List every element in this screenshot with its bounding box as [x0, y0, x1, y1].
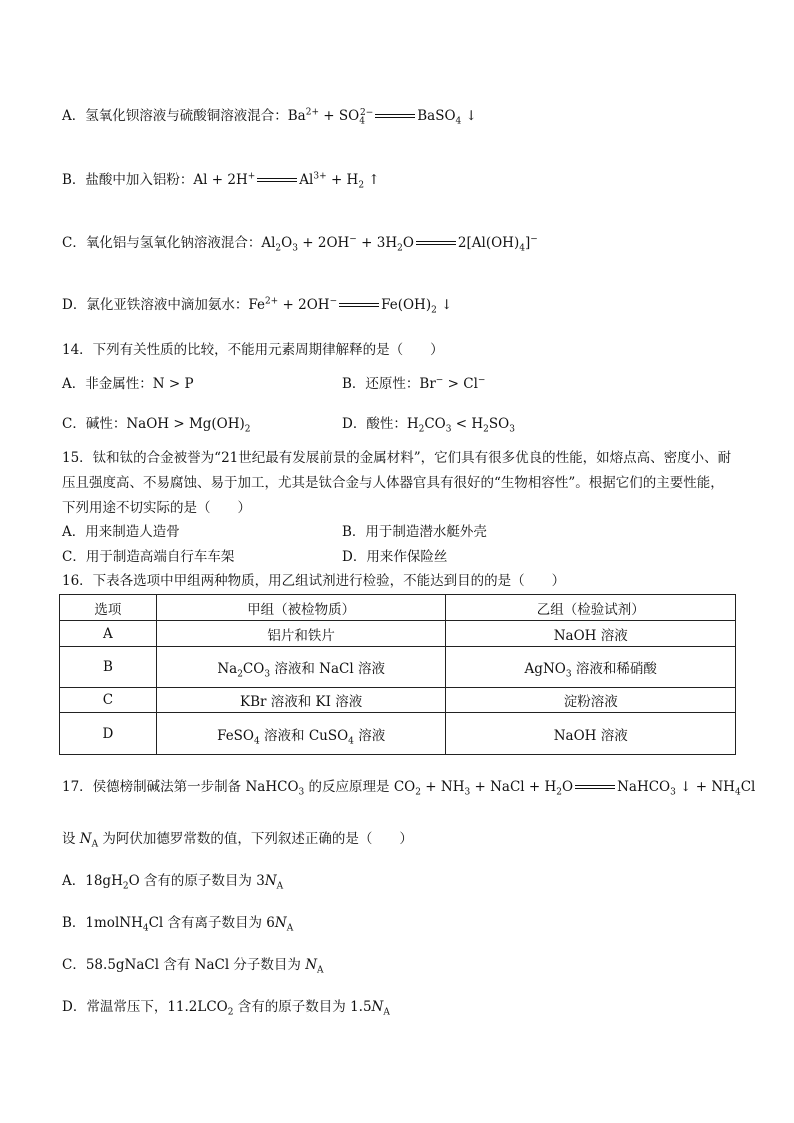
cell-group-a: FeSO$_4$ 溶液和 CuSO$_4$ 溶液: [156, 713, 446, 755]
cell-group-b: NaOH 溶液: [446, 713, 736, 755]
cell-group-a: 铝片和铁片: [156, 621, 446, 647]
q15-option-a: A．用来制造人造骨: [62, 524, 180, 540]
cell-group-a: KBr 溶液和 KI 溶液: [156, 688, 446, 713]
table-row: [60, 621, 736, 647]
q15-stem: 15．钛和钛的合金被誉为“21世纪最有发展前景的金属材料”，它们具有很多优良的性能，如熔点高、密度小、耐压且强度高、不易腐蚀、易于加工，尤其是钛合金与人体器官具有很好的“生物相容性”。根据它们的主要性能，下列用途不切实际的是（ ）: [62, 450, 732, 516]
q15-option-c: C．用于制造高端自行车车架: [62, 549, 235, 565]
q15-option-b: B．用于制造潜水艇外壳: [342, 524, 487, 540]
cell-option: D: [60, 713, 157, 755]
header-option: 选项: [60, 595, 157, 621]
q14-option-c: C．碱性：NaOH > $Mg(OH)_2$: [62, 416, 251, 435]
header-group-a: 甲组（被检物质）: [156, 595, 446, 621]
q16-table: [59, 594, 736, 755]
q14-option-d: D．酸性：$H_2CO_3 < H_2SO_3$: [342, 416, 515, 435]
table-header-row: [60, 595, 736, 621]
q17-stem-line2: 设 $N_A$ 为阿伏加德罗常数的值，下列叙述正确的是（ ）: [62, 831, 413, 850]
cell-group-b: NaOH 溶液: [446, 621, 736, 647]
q13-a-equation: $Ba^{2+} + SO_4^{2-}$ BaSO$_4$ ↓: [287, 107, 477, 127]
cell-group-b: AgNO$_3$ 溶液和稀硝酸: [446, 647, 736, 688]
q14-option-a: A．非金属性：N > P: [62, 376, 194, 392]
q13-c-equation: $Al_2O_3 + 2OH^- + 3H_2O$ $2[Al(OH)_4]^-$: [261, 234, 538, 254]
header-group-b: 乙组（检验试剂）: [446, 595, 736, 621]
cell-option: C: [60, 688, 157, 713]
table-row: [60, 647, 736, 688]
q13-option-d: D．氯化亚铁溶液中滴加氨水：$Fe^{2+} + 2OH^-$ $Fe(OH)_2$ ↓: [62, 296, 453, 316]
q13-b-equation: Al + 2H+ $Al^{3+} + H_2$ ↑: [193, 171, 380, 191]
q17-option-a: A．$18gH_2O$ 含有的原子数目为 $3N_A$: [62, 873, 284, 892]
q13-option-c: C．氧化铝与氢氧化钠溶液混合：$Al_2O_3 + 2OH^- + 3H_2O$ $2[Al(OH)_4]^-$: [62, 234, 538, 254]
q17-option-d: D．常温常压下，$11.2LCO_2$ 含有的原子数目为 $1.5N_A$: [62, 999, 390, 1018]
q17-stem: 17．侯德榜制碱法第一步制备 NaHCO$_3$ 的反应原理是 $CO_2 + NH_3$ + NaCl + $H_2O$ NaHCO$_3$ ↓ + $NH_4Cl$: [62, 779, 756, 798]
table-row: [60, 688, 736, 713]
cell-option: B: [60, 647, 157, 688]
cell-group-b: 淀粉溶液: [446, 688, 736, 713]
q15-option-d: D．用来作保险丝: [342, 549, 448, 565]
table-row: [60, 713, 736, 755]
q14-stem: 14．下列有关性质的比较，不能用元素周期律解释的是（ ）: [62, 342, 444, 358]
q16-stem: 16．下表各选项中甲组两种物质，用乙组试剂进行检验，不能达到目的的是（ ）: [62, 573, 566, 589]
cell-option: A: [60, 621, 157, 647]
q13-option-b: B．盐酸中加入铝粉：Al + 2H+ $Al^{3+} + H_2$ ↑: [62, 171, 380, 191]
q13-option-a: A．氢氧化钡溶液与硫酸铜溶液混合：$Ba^{2+} + SO_4^{2-}$ BaSO$_4$ ↓: [62, 107, 477, 127]
q17-option-c: C．58.5gNaCl 含有 NaCl 分子数目为 $N_A$: [62, 957, 324, 976]
q14-option-b: B．还原性：Br− > Cl−: [342, 375, 486, 392]
cell-group-a: $Na_2CO_3$ 溶液和 NaCl 溶液: [156, 647, 446, 688]
q17-option-b: B．1molNH$_4$Cl 含有离子数目为 $6N_A$: [62, 915, 294, 934]
q13-d-equation: $Fe^{2+} + 2OH^-$ $Fe(OH)_2$ ↓: [248, 296, 453, 316]
